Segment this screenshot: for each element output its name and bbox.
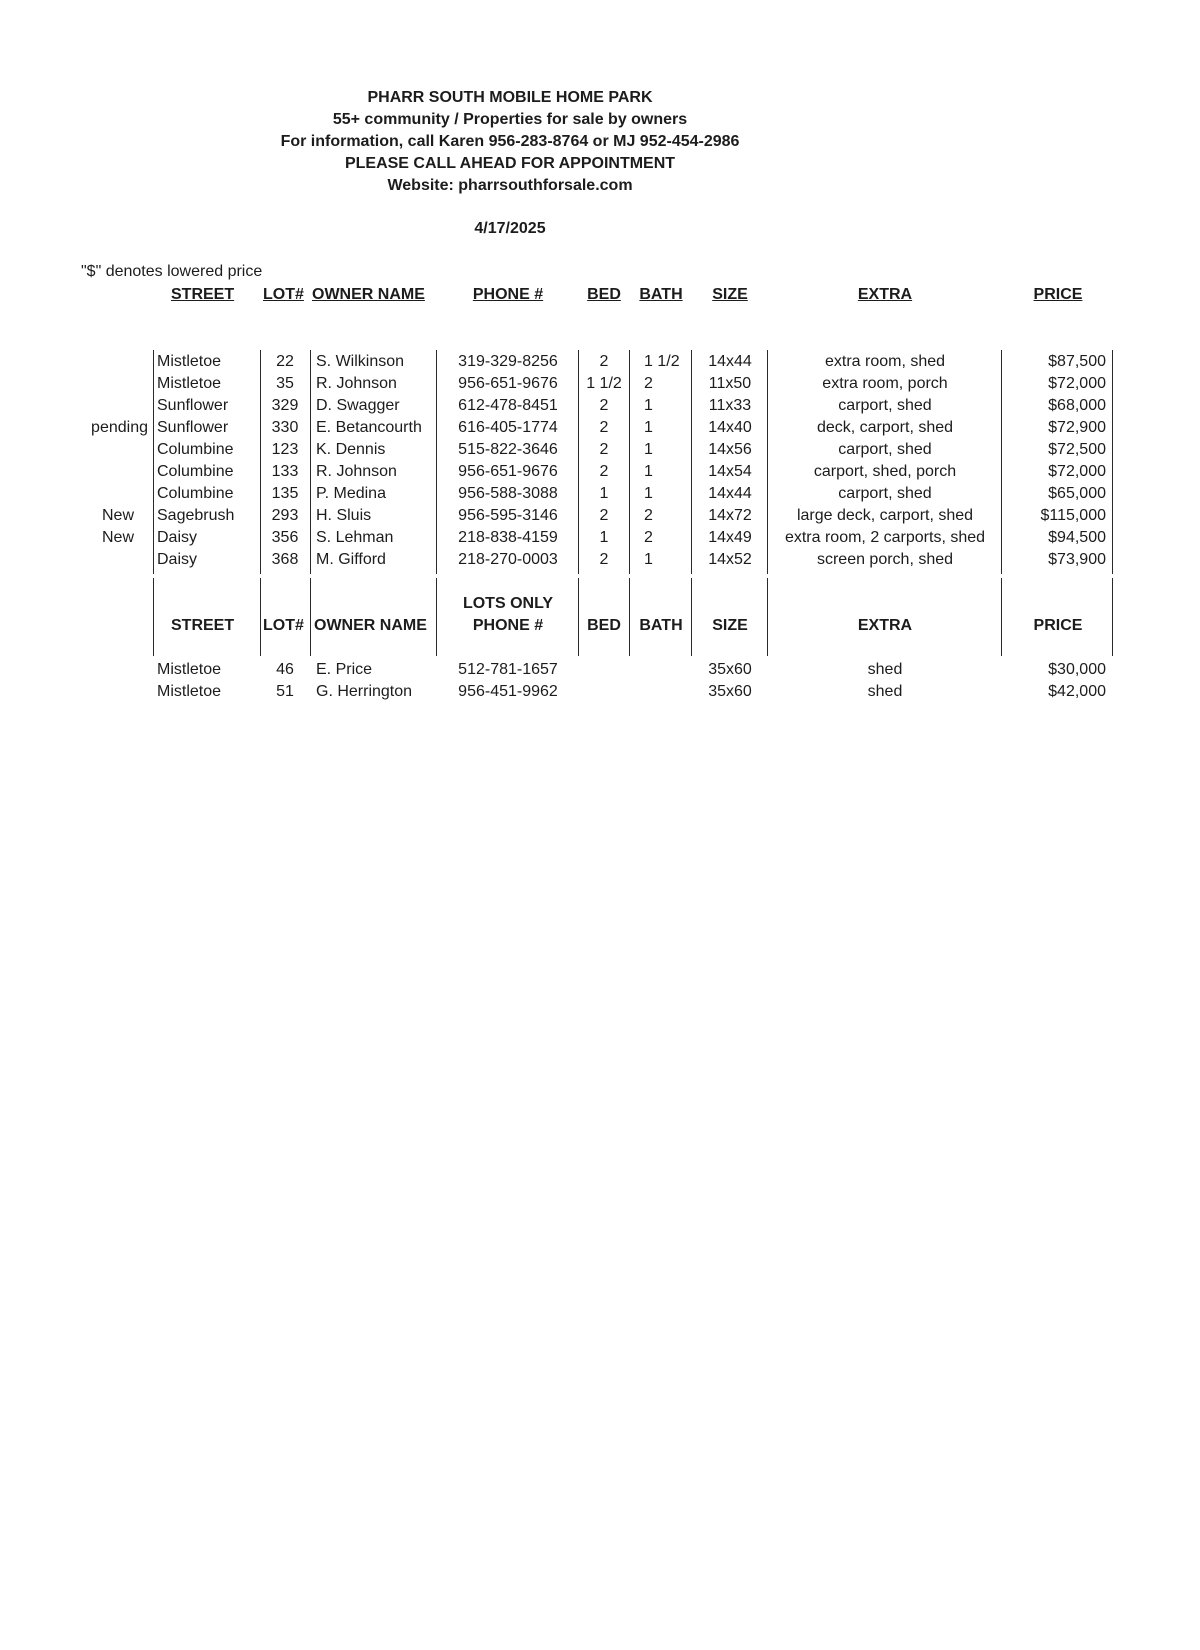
row-lot: 135 [271, 485, 299, 502]
website-line: Website: pharrsouthforsale.com [387, 177, 633, 194]
lots-col-bed: BED [587, 617, 621, 634]
row-street: Daisy [157, 529, 198, 546]
row-bed: 2 [599, 463, 609, 480]
row-phone: 956-651-9676 [458, 463, 558, 480]
lots-col-lot: LOT# [263, 617, 304, 634]
rule-after-owner [436, 350, 437, 574]
row-size: 14x40 [708, 419, 752, 436]
row-extra: deck, carport, shed [816, 419, 954, 436]
lots-col-phone: PHONE # [472, 617, 544, 634]
lot-row-phone: 512-781-1657 [458, 661, 558, 678]
col-owner: OWNER NAME [312, 286, 425, 303]
lots-rule-owner [310, 578, 311, 656]
rule-after-size [767, 350, 768, 574]
col-price: PRICE [1033, 286, 1083, 303]
row-bed: 1 [599, 529, 609, 546]
lot-row-street: Mistletoe [157, 683, 222, 700]
rule-after-street [260, 350, 261, 574]
lot-row-size: 35x60 [708, 661, 752, 678]
price-note: "$" denotes lowered price [81, 263, 263, 280]
row-lot: 133 [271, 463, 299, 480]
lots-col-extra: EXTRA [857, 617, 913, 634]
col-street: STREET [171, 286, 235, 303]
lot-row-phone: 956-451-9962 [458, 683, 558, 700]
row-size: 14x44 [708, 485, 752, 502]
row-size: 14x49 [708, 529, 752, 546]
row-price: $68,000 [1048, 397, 1106, 414]
row-bath: 2 [644, 529, 653, 546]
row-extra: extra room, shed [824, 353, 946, 370]
lots-col-bath: BATH [639, 617, 683, 634]
row-lot: 22 [276, 353, 294, 370]
rule-after-bed [629, 350, 630, 574]
row-lot: 35 [276, 375, 294, 392]
lots-rule-size [691, 578, 692, 656]
row-price: $73,900 [1048, 551, 1106, 568]
row-phone: 319-329-8256 [458, 353, 558, 370]
row-phone: 515-822-3646 [458, 441, 558, 458]
document-date: 4/17/2025 [474, 220, 546, 237]
row-bed: 2 [599, 397, 609, 414]
row-price: $115,000 [1040, 507, 1106, 524]
row-lot: 368 [271, 551, 299, 568]
row-extra: extra room, 2 carports, shed [784, 529, 986, 546]
row-street: Columbine [157, 485, 234, 502]
row-size: 14x56 [708, 441, 752, 458]
row-phone: 612-478-8451 [458, 397, 558, 414]
row-street: Mistletoe [157, 375, 222, 392]
lot-row-lot: 46 [276, 661, 294, 678]
appointment-notice: PLEASE CALL AHEAD FOR APPOINTMENT [344, 155, 676, 172]
lots-rule-end [1112, 578, 1113, 656]
lots-col-size: SIZE [712, 617, 748, 634]
row-bath: 1 [644, 551, 653, 568]
col-extra: EXTRA [857, 286, 913, 303]
lots-col-street: STREET [171, 617, 235, 634]
row-owner: S. Wilkinson [316, 353, 405, 370]
lot-row-owner: E. Price [316, 661, 373, 678]
lot-row-size: 35x60 [708, 683, 752, 700]
row-size: 11x50 [708, 375, 752, 392]
row-street: Daisy [157, 551, 198, 568]
row-phone: 218-270-0003 [458, 551, 558, 568]
row-lot: 330 [271, 419, 299, 436]
row-phone: 956-588-3088 [458, 485, 558, 502]
row-extra: carport, shed [838, 397, 932, 414]
row-street: Sagebrush [157, 507, 235, 524]
lots-rule-phone [436, 578, 437, 656]
row-bath: 2 [644, 375, 653, 392]
row-phone: 218-838-4159 [458, 529, 558, 546]
contact-info: For information, call Karen 956-283-8764 or MJ 952-454-2986 [280, 133, 740, 150]
lots-col-owner: OWNER NAME [314, 617, 427, 634]
row-bath: 1 [644, 485, 653, 502]
row-bath: 1 [644, 463, 653, 480]
row-street: Columbine [157, 463, 234, 480]
lot-row-extra: shed [867, 661, 903, 678]
rule-after-phone [578, 350, 579, 574]
row-price: $72,000 [1048, 375, 1106, 392]
row-lot: 293 [271, 507, 299, 524]
document-subtitle: 55+ community / Properties for sale by owners [332, 111, 688, 128]
col-bed: BED [587, 286, 621, 303]
row-owner: P. Medina [316, 485, 386, 502]
lot-row-owner: G. Herrington [316, 683, 413, 700]
lots-rule-bath [629, 578, 630, 656]
col-phone: PHONE # [472, 286, 544, 303]
row-phone: 956-595-3146 [458, 507, 558, 524]
row-price: $87,500 [1048, 353, 1106, 370]
row-lot: 123 [271, 441, 299, 458]
row-size: 14x54 [708, 463, 752, 480]
row-bath: 1 [644, 397, 653, 414]
lots-rule-extra [767, 578, 768, 656]
row-owner: S. Lehman [316, 529, 394, 546]
row-extra: screen porch, shed [816, 551, 954, 568]
row-owner: H. Sluis [316, 507, 372, 524]
row-owner: M. Gifford [316, 551, 386, 568]
row-bed: 2 [599, 441, 609, 458]
lot-row-extra: shed [867, 683, 903, 700]
row-price: $72,900 [1048, 419, 1106, 436]
row-owner: R. Johnson [316, 375, 397, 392]
row-lot: 329 [271, 397, 299, 414]
lots-rule-bed [578, 578, 579, 656]
row-bed: 2 [599, 353, 609, 370]
row-bath: 2 [644, 507, 653, 524]
col-size: SIZE [712, 286, 748, 303]
row-owner: K. Dennis [316, 441, 386, 458]
rule-after-price [1112, 350, 1113, 574]
row-size: 14x72 [708, 507, 752, 524]
row-owner: R. Johnson [316, 463, 397, 480]
row-size: 11x33 [708, 397, 752, 414]
col-lot: LOT# [263, 286, 304, 303]
row-extra: carport, shed [838, 441, 932, 458]
row-status: New [101, 507, 134, 524]
lot-row-lot: 51 [276, 683, 294, 700]
row-size: 14x52 [708, 551, 752, 568]
row-extra: extra room, porch [822, 375, 948, 392]
lot-row-price: $42,000 [1048, 683, 1106, 700]
document-title: PHARR SOUTH MOBILE HOME PARK [367, 89, 653, 106]
row-price: $72,500 [1048, 441, 1106, 458]
lots-rule-lot [260, 578, 261, 656]
row-bath: 1 [644, 441, 653, 458]
row-bed: 2 [599, 551, 609, 568]
col-bath: BATH [639, 286, 683, 303]
row-owner: D. Swagger [316, 397, 400, 414]
rule-after-extra [1001, 350, 1002, 574]
rule-after-status [153, 350, 154, 574]
row-extra: carport, shed [838, 485, 932, 502]
row-size: 14x44 [708, 353, 752, 370]
row-bed: 2 [599, 419, 609, 436]
row-street: Columbine [157, 441, 234, 458]
row-phone: 616-405-1774 [458, 419, 558, 436]
row-status: New [101, 529, 134, 546]
lots-rule-price [1001, 578, 1002, 656]
rule-after-lot [310, 350, 311, 574]
row-bath: 1 1/2 [644, 353, 680, 370]
row-owner: E. Betancourth [316, 419, 422, 436]
row-bed: 1 1/2 [586, 375, 622, 392]
row-street: Sunflower [157, 397, 229, 414]
lots-rule-street [153, 578, 154, 656]
row-extra: carport, shed, porch [813, 463, 957, 480]
lots-only-label: LOTS ONLY [462, 595, 554, 612]
row-bed: 2 [599, 507, 609, 524]
row-bed: 1 [599, 485, 609, 502]
lot-row-street: Mistletoe [157, 661, 222, 678]
lots-col-price: PRICE [1033, 617, 1083, 634]
lot-row-price: $30,000 [1048, 661, 1106, 678]
row-price: $94,500 [1048, 529, 1106, 546]
row-extra: large deck, carport, shed [796, 507, 974, 524]
row-status: pending [91, 419, 148, 436]
row-price: $72,000 [1048, 463, 1106, 480]
row-street: Mistletoe [157, 353, 222, 370]
row-bath: 1 [644, 419, 653, 436]
rule-after-bath [691, 350, 692, 574]
row-price: $65,000 [1048, 485, 1106, 502]
row-phone: 956-651-9676 [458, 375, 558, 392]
row-street: Sunflower [157, 419, 229, 436]
row-lot: 356 [271, 529, 299, 546]
